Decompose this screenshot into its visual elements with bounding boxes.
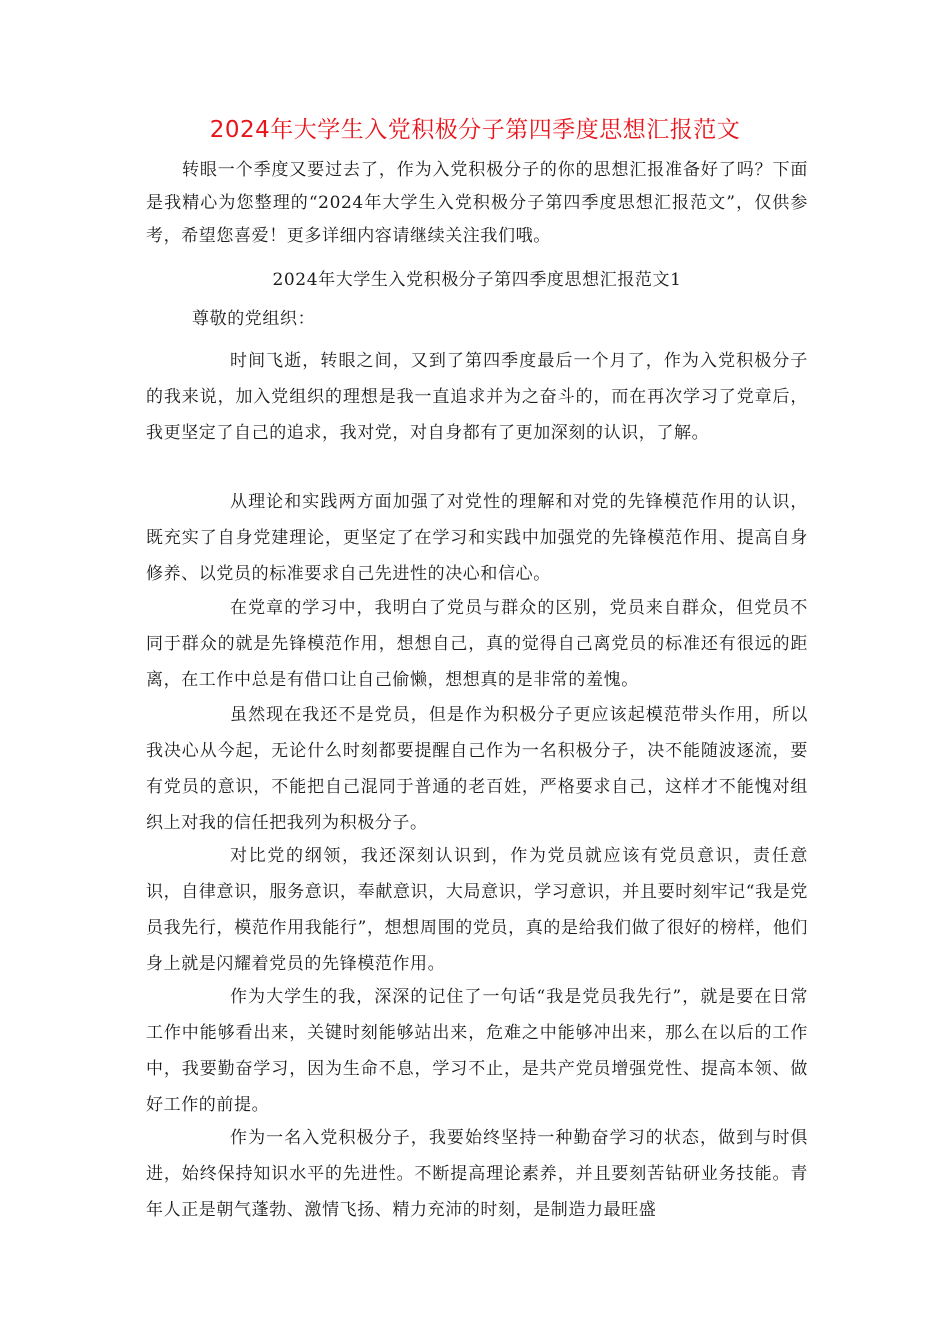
body-paragraph-3: 在党章的学习中，我明白了党员与群众的区别，党员来自群众，但党员不同于群众的就是先锋模范作用，想想自己，真的觉得自己离党员的标准还有很远的距离，在工作中总是有借口让自己偷懒，想想真的是非常的羞愧。	[146, 598, 808, 690]
document-title: 2024年大学生入党积极分子第四季度思想汇报范文	[209, 117, 741, 143]
intro-paragraph: 转眼一个季度又要过去了，作为入党积极分子的你的思想汇报准备好了吗？下面是我精心为您整理的“2024年大学生入党积极分子第四季度思想汇报范文”，仅供参考，希望您喜爱！更多详细内容请继续关注我们哦。	[146, 160, 808, 246]
body-paragraph-6: 作为大学生的我，深深的记住了一句话“我是党员我先行”，就是要在日常工作中能够看出来，关键时刻能够站出来，危难之中能够冲出来，那么在以后的工作中，我要勤奋学习，因为生命不息，学习不止，是共产党员增强党性、提高本领、做好工作的前提。	[146, 987, 808, 1115]
body-paragraph-2: 从理论和实践两方面加强了对党性的理解和对党的先锋模范作用的认识，既充实了自身党建理论，更坚定了在学习和实践中加强党的先锋模范作用、提高自身修养、以党员的标准要求自己先进性的决心和信心。	[146, 492, 808, 584]
section-subtitle: 2024年大学生入党积极分子第四季度思想汇报范文1	[272, 270, 682, 290]
body-paragraph-7: 作为一名入党积极分子，我要始终坚持一种勤奋学习的状态，做到与时俱进，始终保持知识水平的先进性。不断提高理论素养，并且要刻苦钻研业务技能。青年人正是朝气蓬勃、激情飞扬、精力充沛的时刻，是制造力最旺盛	[146, 1128, 808, 1220]
body-paragraph-4: 虽然现在我还不是党员，但是作为积极分子更应该起模范带头作用，所以我决心从今起，无论什么时刻都要提醒自己作为一名积极分子，决不能随波逐流，要有党员的意识，不能把自己混同于普通的老百姓，严格要求自己，这样才不能愧对组织上对我的信任把我列为积极分子。	[146, 705, 808, 833]
body-paragraph-5: 对比党的纲领，我还深刻认识到，作为党员就应该有党员意识，责任意识，自律意识，服务意识，奉献意识，大局意识，学习意识，并且要时刻牢记“我是党员我先行，模范作用我能行”，想想周围的党员，真的是给我们做了很好的榜样，他们身上就是闪耀着党员的先锋模范作用。	[146, 846, 808, 974]
body-paragraph-1: 时间飞逝，转眼之间，又到了第四季度最后一个月了，作为入党积极分子的我来说，加入党组织的理想是我一直追求并为之奋斗的，而在再次学习了党章后，我更坚定了自己的追求，我对党，对自身都有了更加深刻的认识，了解。	[146, 351, 808, 443]
salutation: 尊敬的党组织：	[192, 309, 316, 329]
